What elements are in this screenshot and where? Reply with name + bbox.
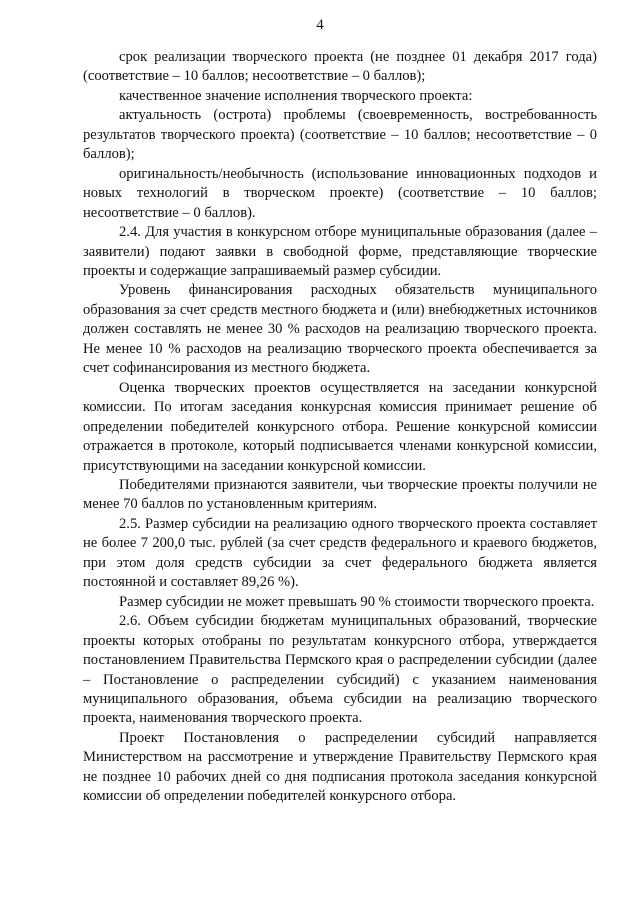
page-number: 4 — [316, 17, 324, 33]
paragraph-funding-level: Уровень финансирования расходных обязательств муниципального образования за счет средств местного бюджета и (или) внебюджетных источников должен составлять не менее 30 % расходов на реализацию творческого проекта. Не менее 10 % расходов на реализацию творческого проекта обеспечивается за счет софинансирования из местного бюджета. — [83, 282, 597, 377]
paragraph-section-2-5: 2.5. Размер субсидии на реализацию одного творческого проекта составляет не более 7 200,0 тыс. рублей (за счет средств федерального и краевого бюджетов, при этом доля средств субсидии за счет федерального бюджета является постоянной и составляет 89,26 %). — [83, 515, 597, 591]
paragraph-section-2-4: 2.4. Для участия в конкурсном отборе муниципальные образования (далее – заявители) подают заявки в свободной форме, представляющие творческие проекты и содержащие запрашиваемый размер субсидии. — [83, 224, 597, 279]
paragraph-section-2-6: 2.6. Объем субсидии бюджетам муниципальных образований, творческие проекты которых отобраны по результатам конкурсного отбора, утверждается постановлением Правительства Пермского края о распределении субсидии (далее – Постановление о распределении субсидий) с указанием наименования муниципального образования, объема субсидии на реализацию творческого проекта, наименования творческого проекта. — [83, 613, 597, 727]
paragraph-relevance-criterion: актуальность (острота) проблемы (своевременность, востребованность результатов творческого проекта) (соответствие – 10 баллов; несоответствие – 0 баллов); — [83, 107, 597, 163]
paragraph-winners: Победителями признаются заявители, чьи творческие проекты получили не менее 70 баллов по установленным критериям. — [83, 476, 597, 513]
document-body — [83, 48, 597, 807]
paragraph-originality-criterion: оригинальность/необычность (использование инновационных подходов и новых технологий в творческом проекте) (соответствие – 10 баллов; несоответствие – 0 баллов). — [83, 165, 597, 221]
paragraph-project-evaluation: Оценка творческих проектов осуществляется на заседании конкурсной комиссии. По итогам заседания конкурсная комиссия принимает решение об определении победителей конкурсного отбора. Решение конкурсной комиссии отражается в протоколе, который подписывается членами конкурсной комиссии, присутствующими на заседании конкурсной комиссии. — [83, 379, 597, 474]
paragraph-deadline-criterion: срок реализации творческого проекта (не позднее 01 декабря 2017 года) (соответствие – 10 баллов; несоответствие – 0 баллов); — [83, 49, 597, 85]
paragraph-quality-criterion: качественное значение исполнения творческого проекта: — [119, 87, 473, 104]
paragraph-subsidy-limit: Размер субсидии не может превышать 90 % стоимости творческого проекта. — [119, 593, 595, 610]
paragraph-resolution-draft: Проект Постановления о распределении субсидий направляется Министерством на рассмотрение и утверждение Правительству Пермского края не позднее 10 рабочих дней со дня подписания протокола заседания конкурсной комиссии об определении победителей конкурсного отбора. — [83, 729, 597, 805]
